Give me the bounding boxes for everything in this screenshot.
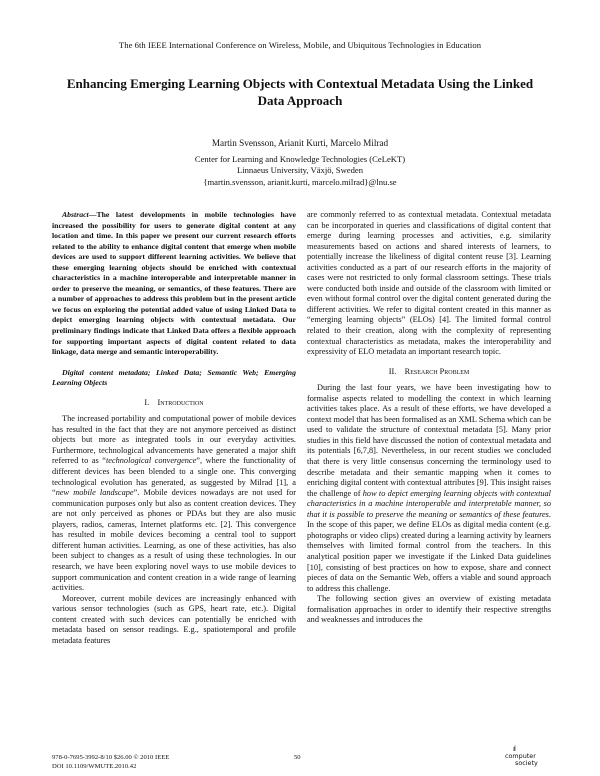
logo-text: society <box>515 759 538 767</box>
text-run: ”. Mobile devices nowadays are not used for communication purposes only but also as content creation devices. They are not only perceived as phones or PDAs but they are also music players, radios, cameras, Internet platforms etc. [2]. This convergence has resulted in mobile devices becoming a central tool to support different human activities. Learning, as one of these activities, has also been subject to changes as a result of using these technologies. In our research, we have been exploring novel ways to use mobile devices to support communication and content creation in a wide range of learning activities. <box>52 488 296 593</box>
emphasis-text: technological convergence <box>105 456 197 466</box>
affiliation-line: Center for Learning and Knowledge Technologies (CeLeKT) <box>194 154 406 164</box>
footer-publication-info <box>52 754 169 771</box>
abstract-text: —The latest developments in mobile technologies have increased the possibility for users to generate digital content at any location and time. In this paper we present our current research efforts related to the ability to enhance digital content that emerge when mobile devices are used to support different learning activities. We believe that these emerging learning objects should be enriched with contextual characteristics in a machine interoperable and interpretable manner in order to preserve the meaning, or semantics, of these features. There are a number of approaches to address this problem but in the present article we focus on exploring the potential added value of using Linked Data to depict emerging learning objects with contextual metadata. Our preliminary findings indicate that Linked Data offers a flexible approach for supporting important aspects of digital content related to data linkage, data merge and semantic interoperability. <box>52 210 296 357</box>
author-list: Martin Svensson, Arianit Kurti, Marcelo Milrad <box>211 138 389 148</box>
intro-paragraph-1 <box>52 414 296 593</box>
research-problem-paragraph-2: The following section gives an overview of existing metadata formalisation approaches in order to identify their respective strengths and weaknesses and introduces the <box>307 594 551 625</box>
title-line-1: Enhancing Emerging Learning Objects with Contextual Metadata Using the Linked <box>66 76 534 91</box>
author-emails: {martin.svensson, arianit.kurti, marcelo.milrad}@lnu.se <box>203 176 397 187</box>
footer-doi: DOI 10.1109/WMUTE.2010.42 <box>52 762 137 770</box>
section-number: II. <box>388 366 397 376</box>
affiliation <box>100 154 500 188</box>
text-run: During the last four years, we have been investigating how to formalise aspects related to modelling the context in which learning activities takes place. As a result of these efforts, we have developed a context model that has been formalised as an XML Schema which can be used to validate the structure of contextual metadata [5]. Many prior studies in this field have discussed the notion of contextual metadata and its potentials [6,7,8]. Nevertheless, in our recent studies we concluded that there is very little consensus concerning the terminology used to describe metadata and their semantic mapping when it comes to enriching digital content with contextual attributes [9]. This insight raises the challenge of <box>307 383 551 498</box>
emphasis-text: new mobile landscape <box>55 488 134 498</box>
keywords: Digital content metadata; Linked Data; Semantic Web; Emerging Learning Objects <box>52 367 296 388</box>
title-line-2: Data Approach <box>257 93 343 108</box>
computer-society-logo <box>505 745 557 769</box>
section-number: I. <box>144 397 150 407</box>
logo-mark-icon: ıl <box>513 745 515 753</box>
abstract <box>52 210 296 358</box>
research-problem-paragraph-1 <box>307 383 551 594</box>
intro-paragraph-2: Moreover, current mobile devices are increasingly enhanced with various sensor technologies (such as GPS, heart rate, etc.). Digital content created with such devices can potentially be enriched with metadata based on sensor readings. E.g., spatiotemporal and profile metadata features <box>52 593 296 645</box>
logo-text: computer <box>505 752 536 760</box>
right-column <box>307 210 551 626</box>
section-heading-introduction <box>52 398 296 409</box>
section-title: Research Problem <box>404 366 470 376</box>
footer-isbn: 978-0-7695-3992-8/10 $26.00 © 2010 IEEE <box>52 754 170 761</box>
section-heading-research-problem <box>307 367 551 378</box>
emphasis-text: how to depict emerging learning objects with contextual characteristics in a machine interoperable and interpretable manner, so that it is possible to preserve the meaning or semantics of these features <box>307 488 551 519</box>
section-title: Introduction <box>157 397 204 407</box>
intro-paragraph-3: are commonly referred to as contextual metadata. Contextual metadata can be incorporated in queries and classifications of digital content that emerge during learning processes and activities, e.g. similarity measurements based on actions and shared interests of learners, to potentially increase the likeliness of digital content reuse [3]. Learning activities conducted as a part of our research efforts in the majority of cases were not restricted to only formal classroom settings. These trials were conducted both inside and outside of the classroom with limited or even without formal control over the digital content generated during the different activities. We refer to digital content created in this manner as “emerging learning objects” (ELOs) [4]. The limited formal control related to their creation, along with the complexity of representing contextual characteristics as metadata, makes the interoperability and expressivity of ELO metadata an important research topic. <box>307 210 551 357</box>
page-number: 50 <box>294 754 301 761</box>
affiliation-line: Linnaeus University, Växjö, Sweden <box>236 165 364 176</box>
conference-header: The 6th IEEE International Conference on Wireless, Mobile, and Ubiquitous Technologies in Education <box>118 40 482 50</box>
paper-title <box>44 75 556 109</box>
text-run: . In the scope of this paper, we define ELOs as digital media content (e.g. photographs or video clips) created during a learning activity by learners themselves with limited formal control from the teachers. In this analytical position paper we investigate if the Linked Data guidelines [10], consisting of best practices on how to expose, share and connect pieces of data on the Semantic Web, offers a viable and sound approach to address this challenge. <box>307 509 551 593</box>
left-column <box>52 210 296 646</box>
text-run: ”, where the functionality of different devices has been blended to a single one. This converging technological evolution has generated, as suggested by Milrad [1], a “ <box>52 456 296 498</box>
text-run: The increased portability and computational power of mobile devices has resulted in the fact that they are not anymore perceived as distinct objects but more as integrated tools in our everyday activities. Furthermore, technological advancements have generated a major shift referred to as “ <box>52 414 296 466</box>
abstract-label: Abstract <box>62 210 89 219</box>
